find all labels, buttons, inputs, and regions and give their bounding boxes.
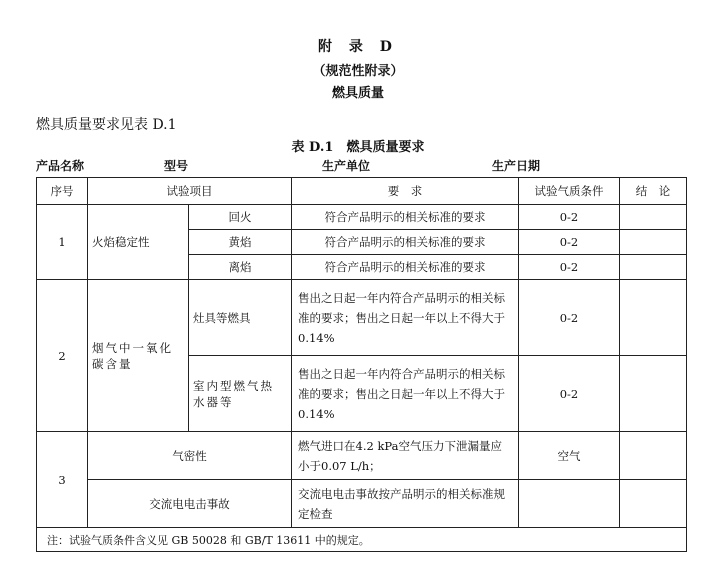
requirement-cell: 符合产品明示的相关标准的要求	[292, 205, 519, 230]
gas-condition-cell: 空气	[519, 432, 620, 480]
table-row	[37, 432, 687, 480]
gas-condition-cell: 0-2	[519, 356, 620, 432]
conclusion-cell[interactable]	[620, 255, 687, 280]
requirement-cell: 售出之日起一年内符合产品明示的相关标准的要求；售出之日起一年以上不得大于0.14%	[292, 280, 519, 356]
requirement-cell: 符合产品明示的相关标准的要求	[292, 255, 519, 280]
requirement-cell: 燃气进口在4.2 kPa空气压力下泄漏量应小于0.07 L/h；	[292, 432, 519, 480]
row-no: 3	[37, 432, 88, 528]
table-row	[37, 280, 687, 356]
appendix-subtitle: （规范性附录）	[312, 64, 404, 79]
row-item: 火焰稳定性	[88, 205, 189, 280]
conclusion-cell[interactable]	[620, 480, 687, 528]
sub-item: 黄焰	[189, 230, 292, 255]
conclusion-cell[interactable]	[620, 230, 687, 255]
sub-item: 灶具等燃具	[189, 280, 292, 356]
row-no: 2	[37, 280, 88, 432]
row-item: 烟气中一氧化碳含量	[88, 280, 189, 432]
gas-condition-cell: 0-2	[519, 255, 620, 280]
header-conclusion: 结 论	[620, 178, 687, 205]
field-model: 型号	[164, 159, 189, 173]
intro-text: 燃具质量要求见表 D.1	[36, 117, 177, 133]
gas-condition-cell: 0-2	[519, 205, 620, 230]
quality-requirements-table	[36, 177, 687, 552]
header-no: 序号	[37, 178, 88, 205]
gas-condition-cell: 0-2	[519, 280, 620, 356]
appendix-heading: 燃具质量	[331, 86, 384, 101]
conclusion-cell[interactable]	[620, 205, 687, 230]
table-header-row	[37, 178, 687, 205]
table-row	[37, 205, 687, 230]
header-item: 试验项目	[88, 178, 292, 205]
requirement-cell: 交流电电击事故按产品明示的相关标准规定检查	[292, 480, 519, 528]
requirement-cell: 符合产品明示的相关标准的要求	[292, 230, 519, 255]
sub-item: 交流电电击事故	[88, 480, 292, 528]
table-caption: 表 D.1 燃具质量要求	[291, 140, 425, 155]
conclusion-cell[interactable]	[620, 356, 687, 432]
conclusion-cell[interactable]	[620, 432, 687, 480]
sub-item: 回火	[189, 205, 292, 230]
sub-item: 离焰	[189, 255, 292, 280]
field-manufacturer: 生产单位	[322, 159, 371, 173]
header-gas-condition: 试验气质条件	[519, 178, 620, 205]
requirement-cell: 售出之日起一年内符合产品明示的相关标准的要求；售出之日起一年以上不得大于0.14%	[292, 356, 519, 432]
sub-item: 气密性	[88, 432, 292, 480]
row-no: 1	[37, 205, 88, 280]
header-requirement: 要 求	[292, 178, 519, 205]
gas-condition-cell: 0-2	[519, 230, 620, 255]
sub-item: 室内型燃气热水器等	[189, 356, 292, 432]
appendix-title: 附 录 D	[318, 39, 398, 55]
gas-condition-cell	[519, 480, 620, 528]
table-note-row	[37, 528, 687, 552]
table-note: 注：试验气质条件含义见 GB 50028 和 GB/T 13611 中的规定。	[37, 528, 687, 552]
conclusion-cell[interactable]	[620, 280, 687, 356]
table-row	[37, 480, 687, 528]
field-production-date: 生产日期	[492, 159, 541, 173]
field-product-name: 产品名称	[36, 159, 85, 173]
